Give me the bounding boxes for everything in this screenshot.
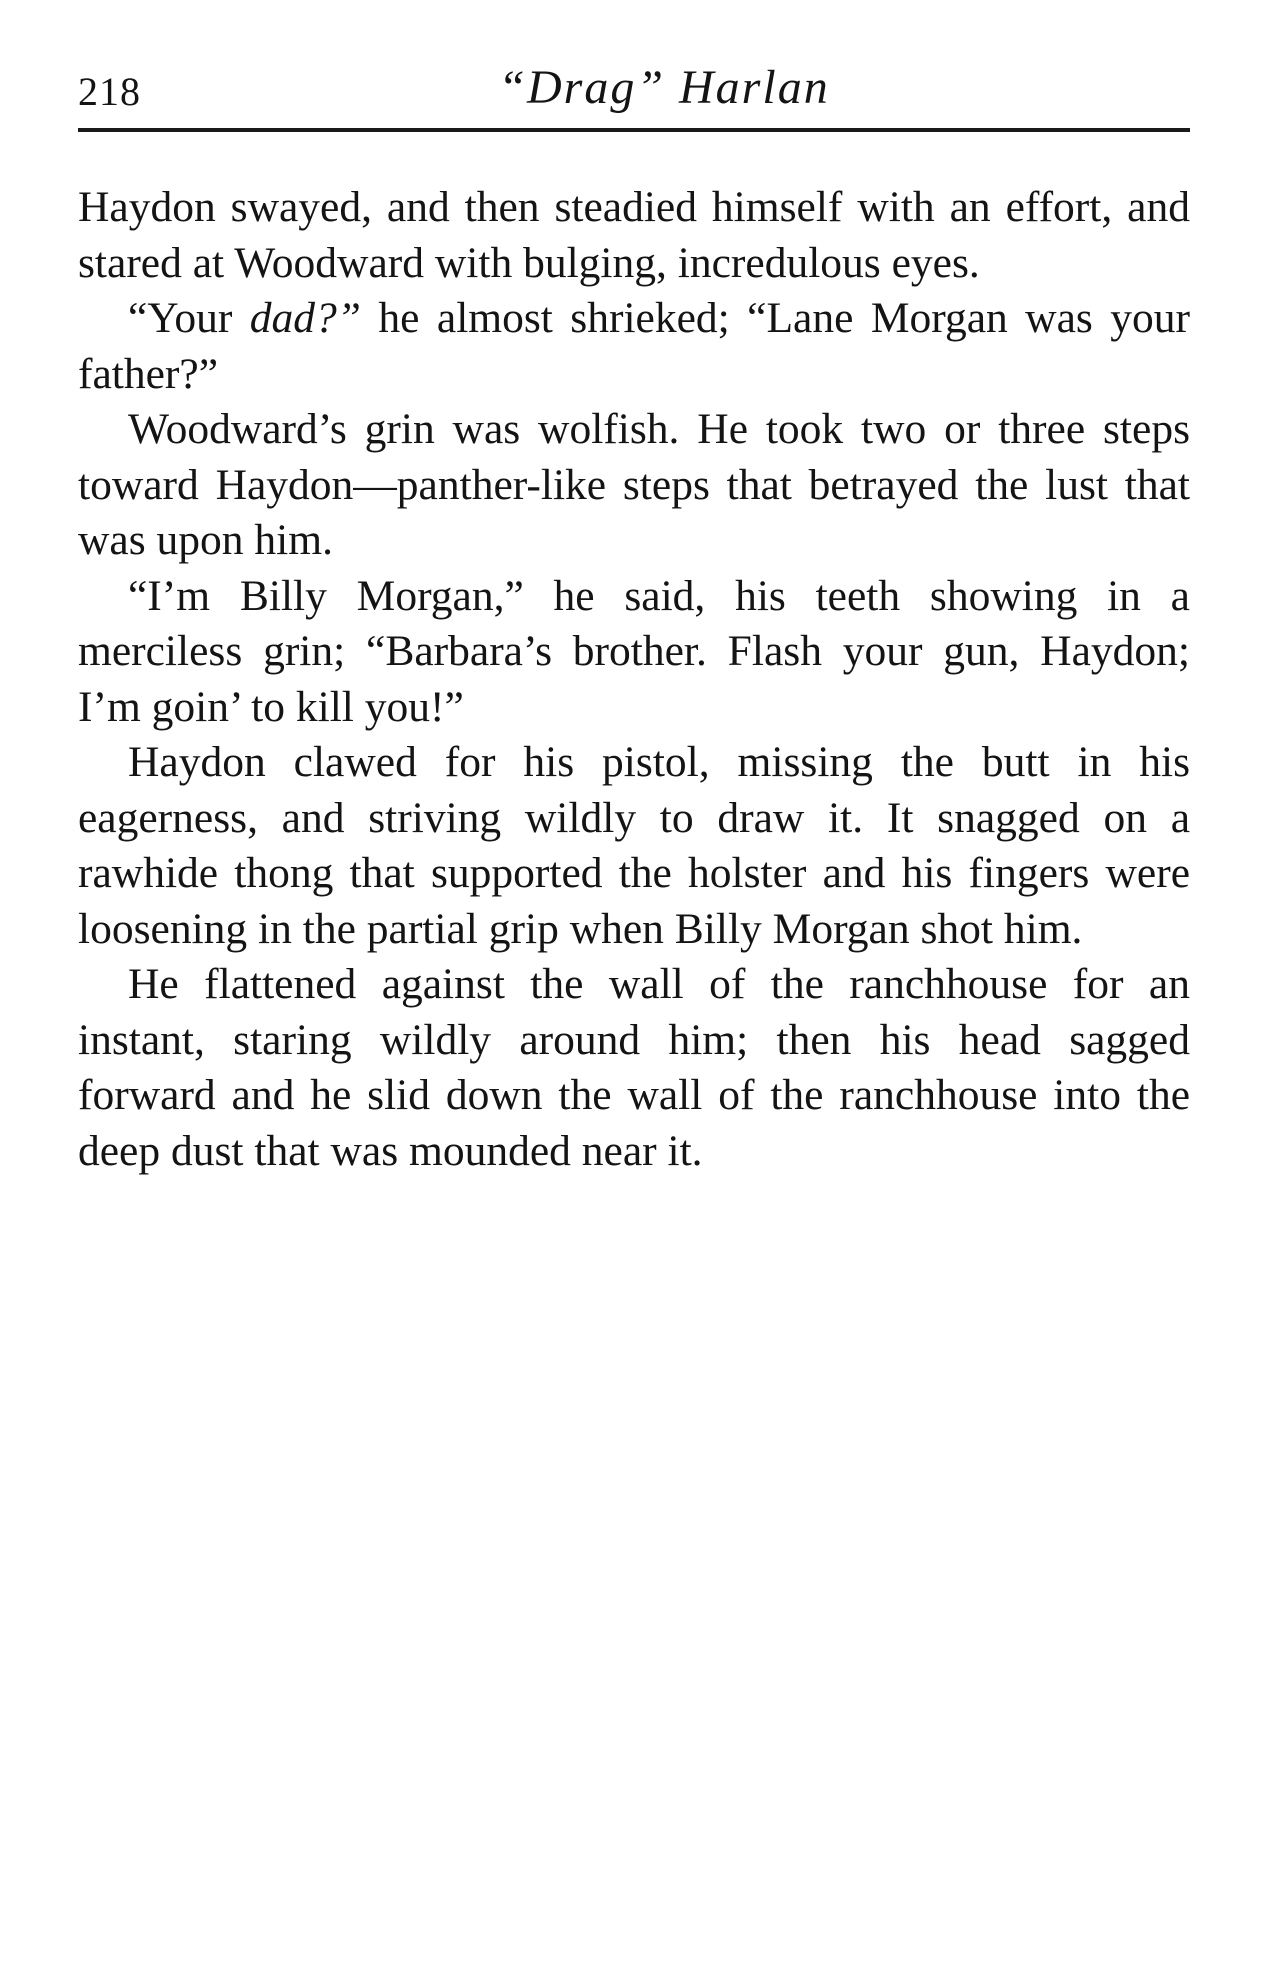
- header-rule: [78, 128, 1190, 132]
- paragraph-2: [78, 291, 1190, 402]
- body-text: [78, 180, 1190, 1179]
- paragraph-text: Woodward’s grin was wolfish. He took two or three steps toward Haydon—panther-like steps that betrayed the lust that was upon him.: [78, 405, 1190, 564]
- paragraph-text: He flattened against the wall of the ranchhouse for an instant, staring wildly around him; then his head sagged forward and he slid down the wall of the ranchhouse into the deep dust that was mounded near it.: [78, 960, 1190, 1175]
- paragraph-1: [78, 180, 1190, 291]
- paragraph-text: Haydon swayed, and then steadied himself with an effort, and stared at Woodward with bulging, incredulous eyes.: [78, 183, 1190, 287]
- paragraph-text: “I’m Billy Morgan,” he said, his teeth showing in a merciless grin; “Barbara’s brother. Flash your gun, Haydon; I’m goin’ to kill you!”: [78, 571, 1190, 731]
- page-number: 218: [78, 69, 141, 114]
- page-header: [78, 58, 1190, 128]
- paragraph-text: Haydon clawed for his pistol, missing the butt in his eagerness, and striving wildly to draw it. It snagged on a rawhide thong that supported the holster and his fingers were loosening in the partial grip when Billy Morgan shot him.: [78, 738, 1190, 953]
- italic-text: dad?”: [249, 294, 361, 342]
- paragraph-text: he almost shrieked; “Lane Morgan was your father?”: [78, 294, 1190, 398]
- running-title: “Drag” Harlan: [498, 61, 830, 114]
- paragraph-text: “Your: [128, 294, 250, 342]
- paragraph-4: [78, 569, 1190, 736]
- paragraph-5: [78, 735, 1190, 957]
- paragraph-6: [78, 957, 1190, 1179]
- paragraph-3: [78, 402, 1190, 569]
